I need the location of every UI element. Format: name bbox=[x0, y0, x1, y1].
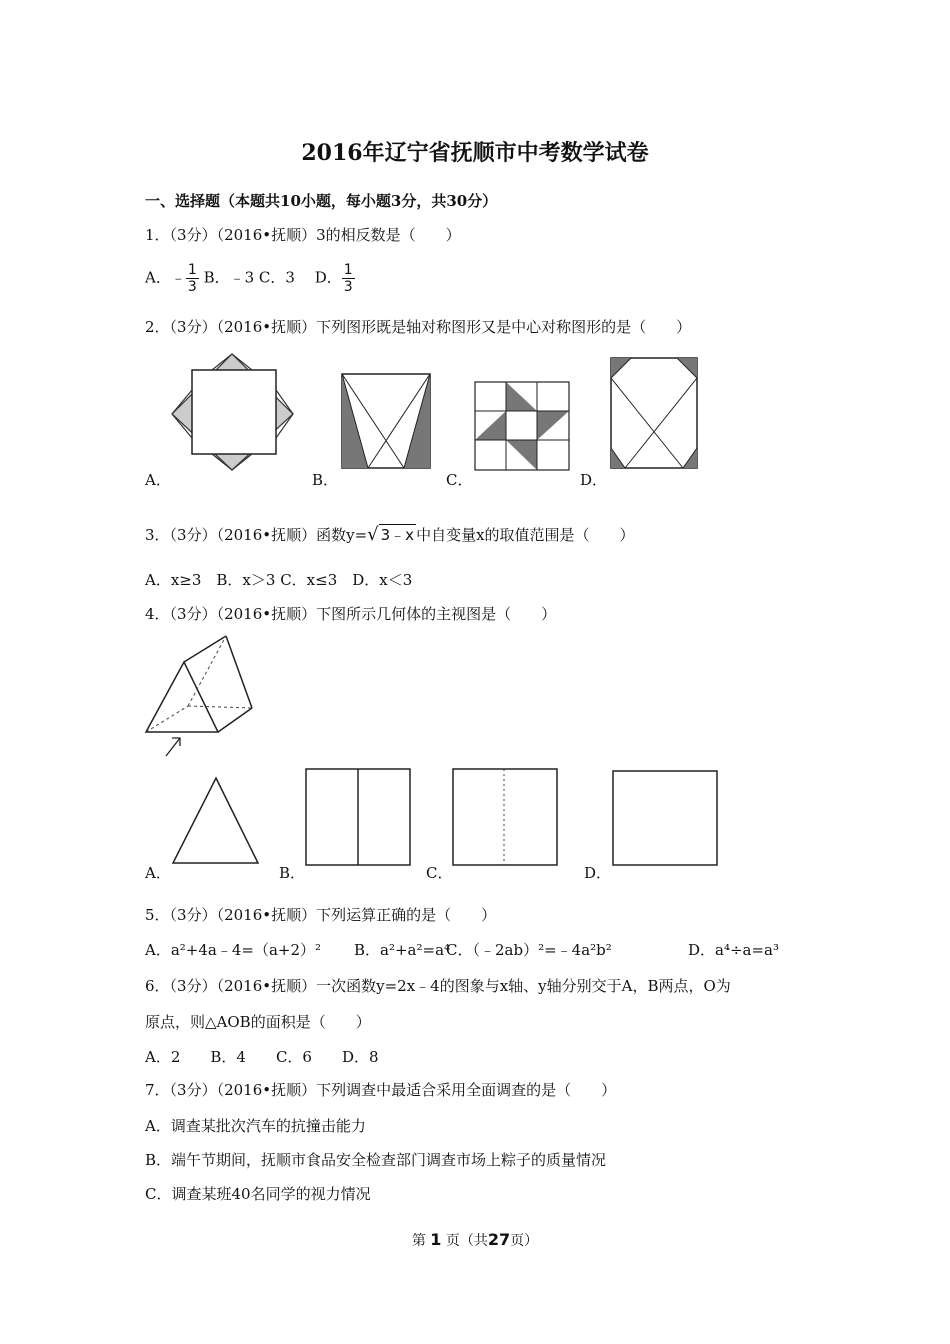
minus-sign: ﹣ bbox=[170, 268, 186, 287]
question-4-stem: 4．（3分）（2016•抚顺）下图所示几何体的主视图是（ ） bbox=[145, 605, 557, 623]
figure-b-label: B． bbox=[312, 471, 339, 489]
q7-option-a: A．调查某批次汽车的抗撞击能力 bbox=[145, 1117, 366, 1135]
figure-b-triangles bbox=[340, 372, 432, 470]
section-heading: 一、选择题（本题共10小题，每小题3分，共30分） bbox=[145, 192, 498, 210]
figure-c-grid bbox=[473, 380, 571, 472]
option-a-triangle bbox=[170, 775, 262, 867]
option-b-rect-solid-line bbox=[304, 767, 412, 867]
solid-figure-prism bbox=[140, 632, 270, 762]
option-d-rect bbox=[611, 769, 719, 867]
page-footer: 第 1 页（共27页） bbox=[411, 1230, 539, 1249]
page-number: 1 bbox=[430, 1230, 442, 1249]
q7-option-c: C．调查某班40名同学的视力情况 bbox=[145, 1185, 371, 1203]
radicand: 3﹣x bbox=[380, 526, 415, 544]
question-1-options bbox=[145, 262, 355, 295]
question-5-stem: 5．（3分）（2016•抚顺）下列运算正确的是（ ） bbox=[145, 906, 497, 924]
question-3-stem: 3．（3分）（2016•抚顺）函数y=√ 3﹣x 中自变量x的取值范围是（ ） bbox=[145, 524, 635, 545]
page-title: 2016年辽宁省抚顺市中考数学试卷 bbox=[301, 140, 649, 166]
question-7-stem: 7．（3分）（2016•抚顺）下列调查中最适合采用全面调查的是（ ） bbox=[145, 1081, 617, 1099]
fraction: $\frac{1}{3}$ bbox=[187, 262, 197, 295]
question-2-stem: 2．（3分）（2016•抚顺）下列图形既是轴对称图形又是中心对称图形的是（ ） bbox=[145, 318, 692, 336]
option-d-label: D． bbox=[584, 864, 612, 882]
figure-d-rectangle bbox=[609, 356, 699, 470]
q7-option-b: B．端午节期间，抚顺市食品安全检查部门调查市场上粽子的质量情况 bbox=[145, 1151, 607, 1169]
option-c-label: C． bbox=[426, 864, 453, 882]
q5-option-b: B．a²+a²=a⁴ bbox=[354, 941, 451, 959]
question-1-stem: 1．（3分）（2016•抚顺）3的相反数是（ ） bbox=[145, 226, 461, 244]
figure-d-label: D． bbox=[580, 471, 608, 489]
figure-c-label: C． bbox=[446, 471, 473, 489]
question-6-line2: 原点，则△AOB的面积是（ ） bbox=[145, 1013, 371, 1031]
option-c: C．3 bbox=[258, 268, 295, 287]
figure-a-label: A． bbox=[145, 471, 171, 489]
question-3-options: A．x≥3 B．x＞3 C．x≤3 D．x＜3 bbox=[145, 571, 413, 589]
option-b: B．﹣3 bbox=[203, 268, 255, 287]
option-a-label: A． bbox=[145, 268, 171, 287]
fraction: $\frac{1}{3}$ bbox=[343, 262, 353, 295]
option-b-label: B． bbox=[279, 864, 306, 882]
q5-option-d: D．a⁴÷a=a³ bbox=[688, 941, 780, 959]
q5-option-c: C．（﹣2ab）²=﹣4a²b² bbox=[446, 941, 612, 959]
question-6-line1: 6．（3分）（2016•抚顺）一次函数y=2x﹣4的图象与x轴、y轴分别交于A，B两点，O为 bbox=[145, 977, 731, 995]
total-pages: 27 bbox=[487, 1230, 511, 1249]
option-c-rect-dashed-line bbox=[451, 767, 559, 867]
option-a-label: A． bbox=[145, 864, 171, 882]
figure-a-rotated-squares bbox=[170, 352, 295, 472]
option-d-label: D． bbox=[314, 268, 342, 287]
question-6-options: A．2 B．4 C．6 D．8 bbox=[145, 1048, 379, 1066]
q5-option-a: A．a²+4a﹣4=（a+2）² bbox=[145, 941, 322, 959]
